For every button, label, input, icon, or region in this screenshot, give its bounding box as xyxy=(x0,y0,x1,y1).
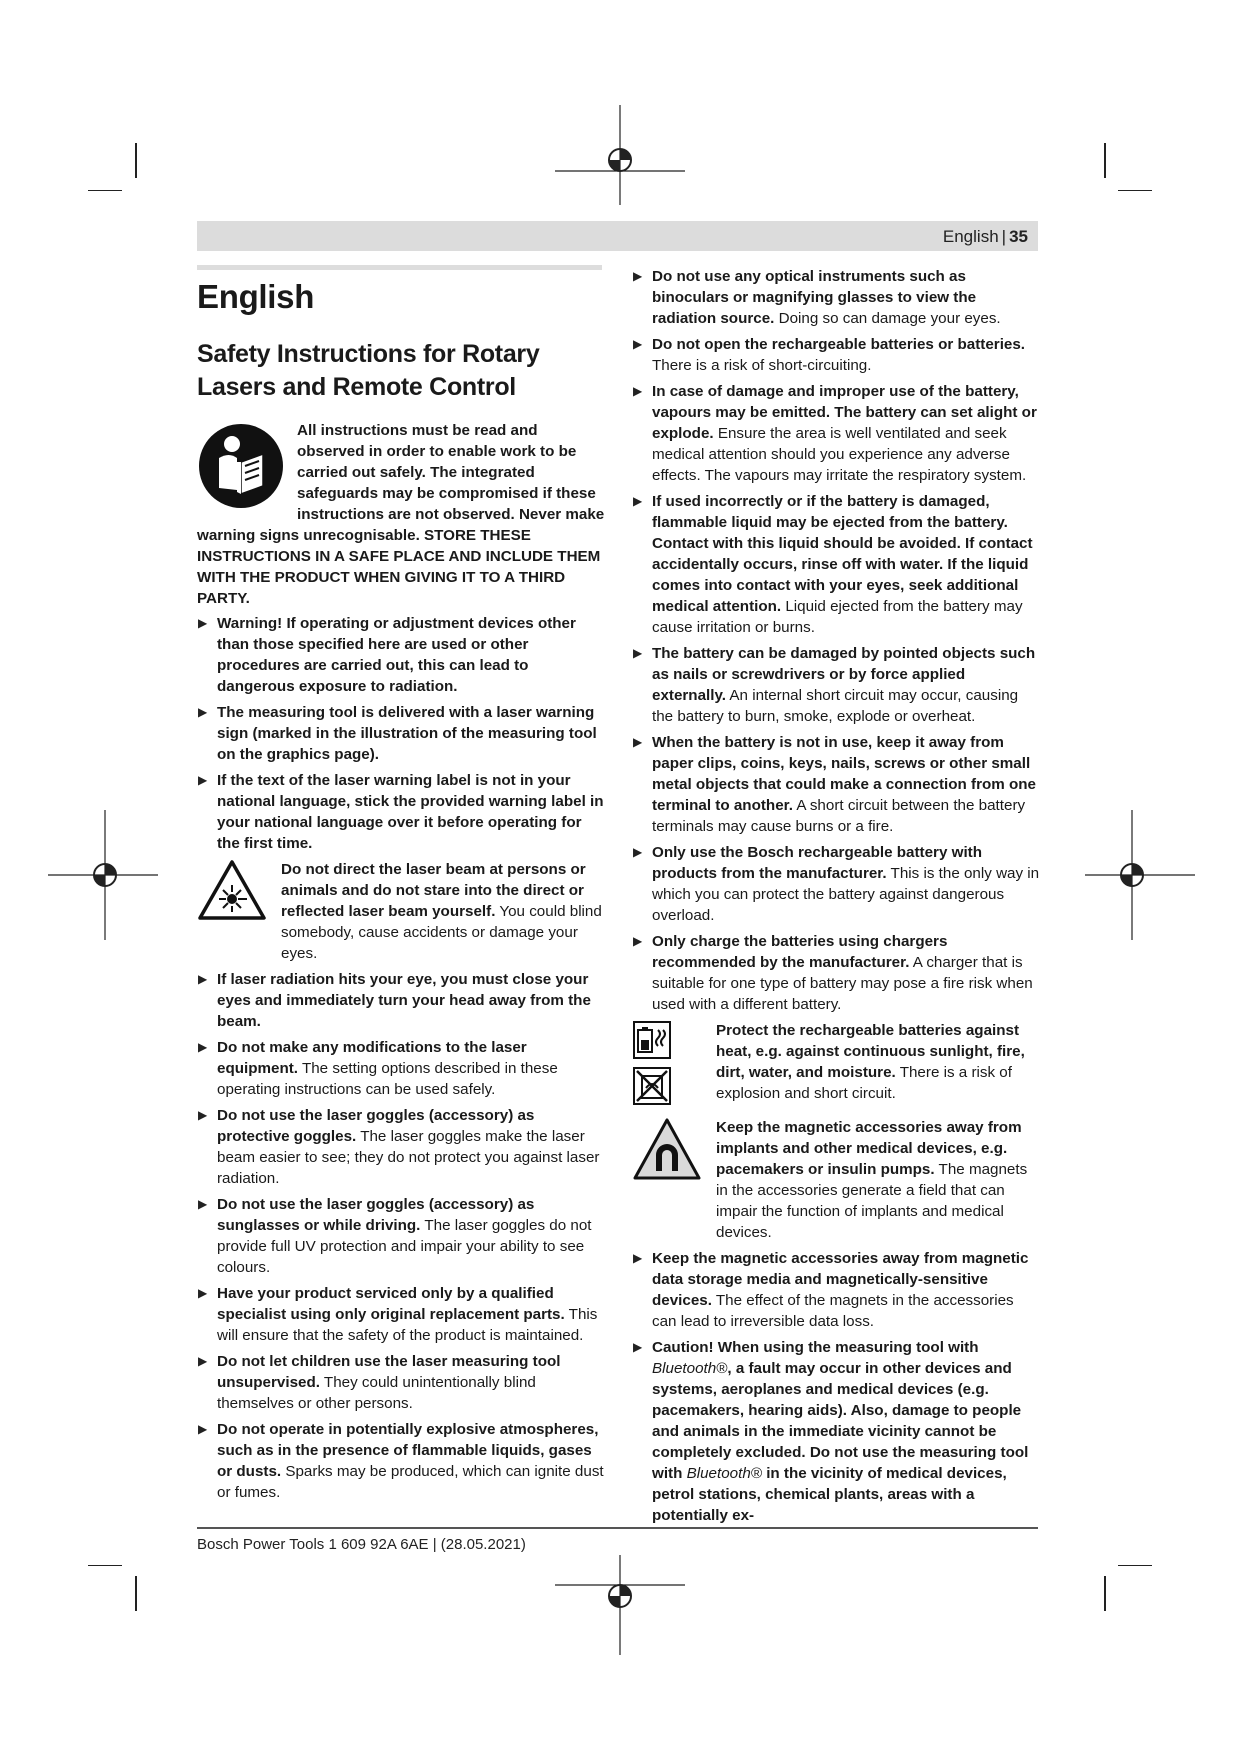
page-header xyxy=(197,221,1038,251)
list-item xyxy=(197,613,607,697)
list-item xyxy=(632,381,1042,486)
item-normal: Ensure the area is well ventilated and seek medical attention should you experience any adverse effects. The vapours may irritate the respiratory system. xyxy=(652,425,1027,484)
item-bold: Do not use the laser goggles (accessory) as protective goggles. xyxy=(217,1107,535,1145)
item-text: Warning! If operating or adjustment devices other than those specified here are used or other procedures are carried out, this can lead to dangerous exposure to radiation. xyxy=(217,615,576,695)
page-title: English xyxy=(197,278,315,315)
item-bold: When the battery is not in use, keep it away from paper clips, coins, keys, nails, screws or other small metal objects that could make a connection from one terminal to another. xyxy=(652,734,1036,814)
crop-mark xyxy=(1104,1576,1106,1611)
item-bold: If used incorrectly or if the battery is damaged, flammable liquid may be ejected from the battery. Contact with this liquid should be avoided. If contact accidentally occurs, rinse off with water. If the liquid comes into contact with your eyes, seek additional medical attention. xyxy=(652,493,1033,615)
item-normal: The effect of the magnets in the accessories can lead to irreversible data loss. xyxy=(652,1292,1014,1330)
crop-mark xyxy=(88,1565,122,1566)
list-item xyxy=(632,491,1042,638)
battery-heat-icon xyxy=(632,1020,672,1060)
crop-mark xyxy=(1118,190,1152,191)
list-item xyxy=(197,770,607,854)
header-section: English xyxy=(942,227,999,246)
list-item xyxy=(632,1248,1042,1332)
list-item xyxy=(197,1037,607,1100)
item-bold: Do not use any optical instruments such as binoculars or magnifying glasses to view the radiation source. xyxy=(652,268,977,327)
page-footer: Bosch Power Tools 1 609 92A 6AE | (28.05.2021) xyxy=(197,1536,526,1553)
crop-mark xyxy=(135,143,137,178)
item-normal: There is a risk of short-circuiting. xyxy=(652,357,872,374)
item-text-a: Caution! When using the measuring tool with xyxy=(652,1339,979,1356)
bluetooth-term: Bluetooth® xyxy=(652,1360,728,1377)
list-item xyxy=(197,702,607,765)
bluetooth-term: Bluetooth® xyxy=(686,1465,762,1482)
item-normal: An internal short circuit may occur, causing the battery to burn, smoke, explode or overheat. xyxy=(652,687,1019,725)
item-normal: Doing so can damage your eyes. xyxy=(774,310,1001,327)
registration-mark-icon xyxy=(555,105,685,205)
header-separator: | xyxy=(1001,227,1007,246)
magnet-warning-block xyxy=(632,1117,1042,1243)
list-item xyxy=(197,1194,607,1278)
item-bold: Only charge the batteries using chargers recommended by the manufacturer. xyxy=(652,933,948,971)
item-normal: The setting options described in these operating instructions can be used safely. xyxy=(217,1060,558,1098)
item-bold: Do not open the rechargeable batteries or batteries. xyxy=(652,336,1026,353)
list-item xyxy=(632,334,1042,376)
list-item xyxy=(632,842,1042,926)
battery-water-icon xyxy=(632,1066,672,1106)
crop-mark xyxy=(1104,143,1106,178)
item-bold: The battery can be damaged by pointed objects such as nails or screwdrivers or by force applied externally. xyxy=(652,645,1036,704)
list-item xyxy=(632,732,1042,837)
item-normal: Liquid ejected from the battery may cause irritation or burns. xyxy=(652,598,1023,636)
laser-warning-icon xyxy=(197,859,267,921)
right-column xyxy=(632,266,1042,1531)
crop-mark xyxy=(135,1576,137,1611)
crop-mark xyxy=(88,190,122,191)
item-normal: Sparks may be produced, which can ignite dust or fumes. xyxy=(217,1463,604,1501)
item-bold: Have your product serviced only by a qualified specialist using only original replacement parts. xyxy=(217,1285,565,1323)
list-item xyxy=(197,1105,607,1189)
section-title: Safety Instructions for Rotary Lasers and Remote Control xyxy=(197,340,540,401)
laser-warning-block xyxy=(197,859,607,964)
item-text: If the text of the laser warning label is not in your national language, stick the provided warning label in your national language over it before operating for the first time. xyxy=(217,772,604,852)
magnet-warning-icon xyxy=(632,1117,702,1181)
list-item xyxy=(197,1419,607,1503)
column-rule xyxy=(197,265,602,270)
item-text-c: in the vicinity of medical devices, petrol stations, chemical plants, areas with a potentially ex- xyxy=(652,1465,1007,1524)
item-normal: A short circuit between the battery terminals may cause burns or a fire. xyxy=(652,797,1026,835)
item-bold: In case of damage and improper use of the battery, vapours may be emitted. The battery can set alight or explode. xyxy=(652,383,1037,442)
read-manual-icon xyxy=(197,422,285,510)
list-item xyxy=(197,1351,607,1414)
item-bold: Do not operate in potentially explosive atmospheres, such as in the presence of flammable liquids, gases or dusts. xyxy=(217,1421,599,1480)
item-bold: Keep the magnetic accessories away from magnetic data storage media and magnetically-sensitive devices. xyxy=(652,1250,1029,1309)
laser-warning-normal: You could blind somebody, cause accidents or damage your eyes. xyxy=(281,903,602,962)
item-normal: This is the only way in which you can protect the battery against dangerous overload. xyxy=(652,865,1040,924)
list-item xyxy=(197,969,607,1032)
item-bold: Do not let children use the laser measuring tool unsupervised. xyxy=(217,1353,561,1391)
item-normal: A charger that is suitable for one type of battery may pose a fire risk when used with a different battery. xyxy=(652,954,1033,1013)
item-bold: Only use the Bosch rechargeable battery with products from the manufacturer. xyxy=(652,844,983,882)
list-item xyxy=(632,266,1042,329)
list-item xyxy=(197,1283,607,1346)
list-item xyxy=(632,643,1042,727)
laser-warning-bold: Do not direct the laser beam at persons or animals and do not stare into the direct or reflected laser beam yourself. xyxy=(281,861,586,920)
heat-warning-bold: Protect the rechargeable batteries against heat, e.g. against continuous sunlight, fire, dirt, water, and moisture. xyxy=(716,1022,1025,1081)
crop-mark xyxy=(1118,1565,1152,1566)
list-item xyxy=(632,1337,1042,1526)
registration-mark-icon xyxy=(555,1555,685,1655)
intro-block xyxy=(197,420,607,609)
page-number: 35 xyxy=(1009,227,1028,246)
heat-warning-normal: There is a risk of explosion and short circuit. xyxy=(716,1064,1012,1102)
item-bold: Do not use the laser goggles (accessory) as sunglasses or while driving. xyxy=(217,1196,535,1234)
footer-rule xyxy=(197,1527,1038,1529)
left-column xyxy=(197,278,607,1508)
header-text xyxy=(943,227,1028,247)
item-normal: They could unintentionally blind themselves or other persons. xyxy=(217,1374,536,1412)
heat-icons xyxy=(632,1020,672,1106)
item-normal: This will ensure that the safety of the product is maintained. xyxy=(217,1306,598,1344)
heat-warning-block xyxy=(632,1020,1042,1112)
item-text-b: , a fault may occur in other devices and systems, aeroplanes and medical devices (e.g. pacemakers, hearing aids). Also, damage to people and animals in the immediate vicinity cannot be completely excluded. Do not use the measuring tool with xyxy=(652,1360,1029,1482)
magnet-warning-bold: Keep the magnetic accessories away from implants and other medical devices, e.g. pacemakers or insulin pumps. xyxy=(716,1119,1022,1178)
item-text: If laser radiation hits your eye, you must close your eyes and immediately turn your head away from the beam. xyxy=(217,971,591,1030)
registration-mark-icon xyxy=(1085,810,1195,940)
list-item xyxy=(632,931,1042,1015)
item-normal: The laser goggles make the laser beam easier to see; they do not protect you against laser radiation. xyxy=(217,1128,600,1187)
item-text: The measuring tool is delivered with a laser warning sign (marked in the illustration of the measuring tool on the graphics page). xyxy=(217,704,597,763)
registration-mark-icon xyxy=(48,810,158,940)
magnet-warning-normal: The magnets in the accessories generate a field that can impair the function of implants and medical devices. xyxy=(716,1161,1028,1241)
item-normal: The laser goggles do not provide full UV protection and impair your ability to see colours. xyxy=(217,1217,592,1276)
item-bold: Do not make any modifications to the laser equipment. xyxy=(217,1039,527,1077)
intro-text: All instructions must be read and observed in order to enable work to be carried out safely. The integrated safeguards may be compromised if these instructions are not observed. Never make warning signs unrecognisable. STORE THESE INSTRUCTIONS IN A SAFE PLACE AND INCLUDE THEM WITH THE PRODUCT WHEN GIVING IT TO A THIRD PARTY. xyxy=(197,422,605,607)
